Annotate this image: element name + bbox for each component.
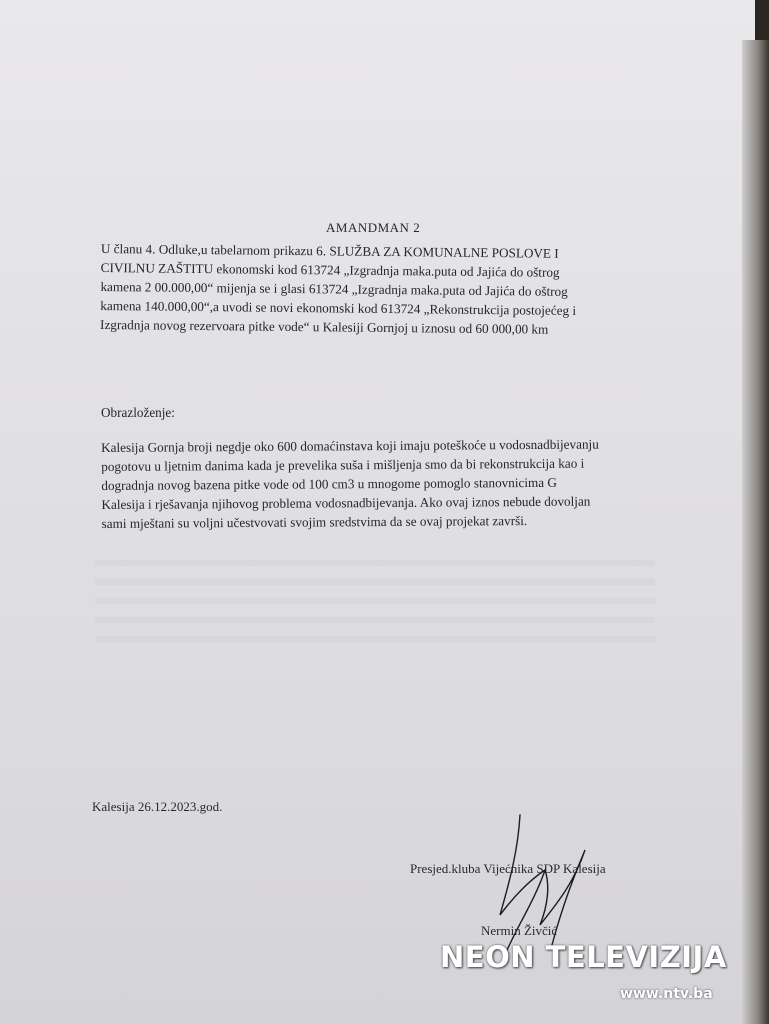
- explanation-line: Kalesija Gornja broji negdje oko 600 domaćinstava koji imaju poteškoće u vodosnadbijevanju: [101, 436, 599, 455]
- explanation-line: pogotovu u ljetnim danima kada je prevelika suša i mišljenja smo da bi rekonstrukcija kao i: [101, 455, 585, 474]
- explanation-line: sami mještani su voljni učestvovati svojim sredstvima da se ovaj projekat završi.: [101, 513, 528, 531]
- explanation-line: dogradnja novog bazena pitke vode od 100 cm3 u mnogome pomoglo stanovnicima G: [101, 474, 557, 493]
- signer-role: Presjed.kluba Vijećnika SDP Kalesija: [410, 861, 606, 876]
- amendment-line: kamena 140.000,00“,a uvodi se novi ekonomski kod 613724 „Rekonstrukcija postojećeg i: [100, 297, 577, 318]
- explanation-line: Kalesija i rješavanja njihovog problema vodosnadbijevanja. Ako ovaj iznos nebude dovoljan: [101, 493, 591, 512]
- amendment-line: kamena 2 00.000,00“ mijenja se i glasi 613724 „Izgradnja maka.puta od Jajića do oštrog: [100, 278, 568, 299]
- amendment-line: U članu 4. Odluke,u tabelarnom prikazu 6. SLUŽBA ZA KOMUNALNE POSLOVE I: [100, 240, 559, 261]
- amendment-text: [100, 239, 577, 339]
- amendment-line: Izgradnja novog rezervoara pitke vode“ u Kalesiji Gornjoj u iznosu od 60 000,00 km: [100, 316, 549, 337]
- amendment-line: CIVILNU ZAŠTITU ekonomski kod 613724 „Izgradnja maka.puta od Jajića do oštrog: [100, 259, 560, 280]
- page-edge-shadow: [742, 40, 769, 1024]
- document-date: Kalesija 26.12.2023.god.: [92, 799, 223, 814]
- tv-watermark: NEON TELEVIZIJA: [440, 940, 727, 974]
- show-through-text: [95, 560, 655, 650]
- explanation-text: [101, 435, 599, 533]
- signer-name: Nermin Živčić: [481, 923, 558, 938]
- website-watermark: www.ntv.ba: [620, 986, 713, 1002]
- explanation-heading: Obrazloženje:: [101, 405, 175, 420]
- document-title: AMANDMAN 2: [326, 220, 421, 235]
